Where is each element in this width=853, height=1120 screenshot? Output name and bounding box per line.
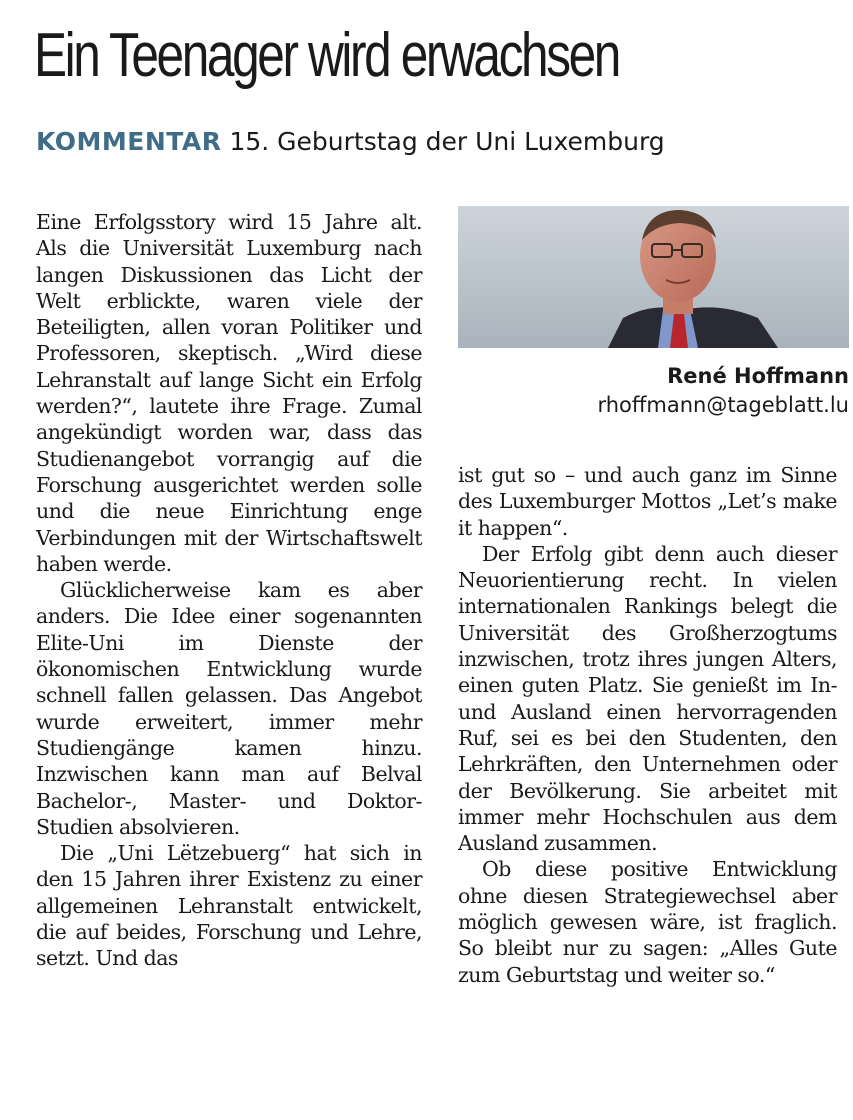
paragraph-4: Der Erfolg gibt denn auch dieser Neuorientierung recht. In vielen internationalen Rankings belegt die Universität des Großherzogtums inzwischen, trotz ihres jungen Alters, einen guten Platz. Sie genießt im In- und Ausland einen hervorragenden Ruf, sei es bei den Studenten, den Lehrkräften, den Unternehmen oder der Bevölkerung. Sie arbeitet mit immer mehr Hochschulen aus dem Ausland zusammen. xyxy=(458,541,837,856)
article-column-right xyxy=(458,462,837,988)
paragraph-3-end: ist gut so – und auch ganz im Sinne des Luxemburger Mottos „Let’s make it happen“. xyxy=(458,463,837,540)
headline: Ein Teenager wird erwachsen xyxy=(34,21,619,90)
paragraph-1: Eine Erfolgsstory wird 15 Jahre alt. Als die Universität Luxemburg nach langen Diskussionen das Licht der Welt erblickte, waren viele der Beteiligten, allen voran Politiker und Professoren, skeptisch. „Wird diese Lehranstalt auf lange Sicht ein Erfolg werden?“, lautete ihre Frage. Zumal angekündigt worden war, dass das Studienangebot vorrangig auf die Forschung ausgerichtet werden solle und die neue Einrichtung enge Verbindungen mit der Wirtschaftswelt haben werde. xyxy=(36,210,422,576)
kicker-tag: KOMMENTAR xyxy=(36,127,222,156)
portrait-photo-icon xyxy=(458,206,849,348)
author-name: René Hoffmann xyxy=(667,364,849,388)
article-column-left xyxy=(36,209,422,972)
author-photo xyxy=(458,206,849,348)
paragraph-3-start: Die „Uni Lëtzebuerg“ hat sich in den 15 Jahren ihrer Existenz zu einer allgemeinen Lehranstalt entwickelt, die auf beides, Forschung und Lehre, setzt. Und das xyxy=(36,841,422,971)
author-email: rhoffmann@tageblatt.lu xyxy=(597,393,849,417)
paragraph-5: Ob diese positive Entwicklung ohne diesen Strategiewechsel aber möglich gewesen wäre, ist fraglich. So bleibt nur zu sagen: „Alles Gute zum Geburtstag und weiter so.“ xyxy=(458,857,837,987)
kicker-text: 15. Geburtstag der Uni Luxemburg xyxy=(229,127,665,156)
paragraph-2: Glücklicherweise kam es aber anders. Die Idee einer sogenannten Elite-Uni im Dienste der ökonomischen Entwicklung wurde schnell fallen gelassen. Das Angebot wurde erweitert, immer mehr Studiengänge kamen hinzu. Inzwischen kann man auf Belval Bachelor-, Master- und Doktor-Studien absolvieren. xyxy=(36,578,422,839)
kicker xyxy=(36,124,665,160)
